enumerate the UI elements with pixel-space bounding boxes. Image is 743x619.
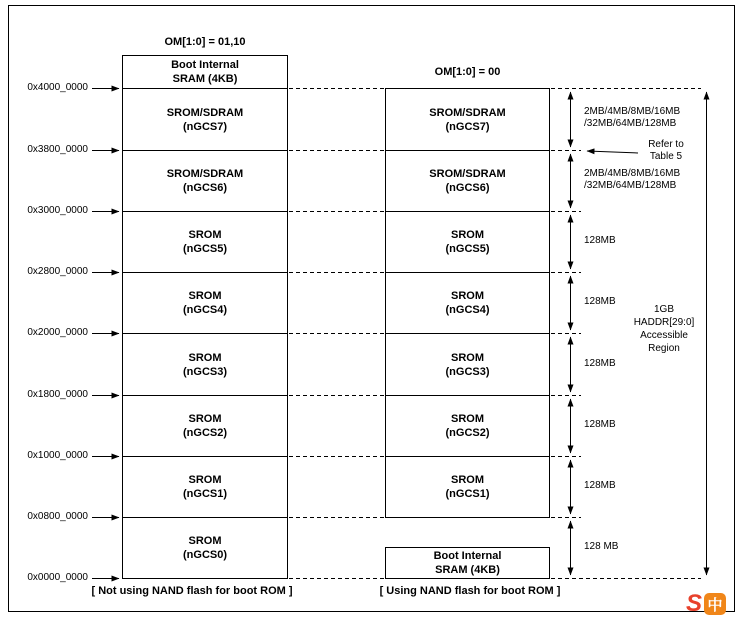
- left-bank-ngcs4: [122, 272, 288, 334]
- address-label: 0x4000_0000: [27, 82, 88, 93]
- bank-label-line: (nGCS7): [183, 120, 227, 133]
- left-bank-ngcs1: [122, 456, 288, 518]
- refer-note-line: Table 5: [649, 151, 683, 162]
- right-bank-ngcs2: [385, 395, 550, 457]
- refer-note: [639, 139, 693, 163]
- address-label: 0x3800_0000: [27, 144, 88, 155]
- refer-note-arrow: [587, 151, 638, 153]
- bank-label-line: (nGCS5): [183, 243, 227, 255]
- bank-label-line: (nGCS2): [183, 427, 227, 439]
- left-om-label: OM[1:0] = 01,10: [164, 36, 246, 48]
- bank-label-line: SRAM (4KB): [435, 564, 500, 576]
- bank-label-line: SROM/SDRAM: [429, 106, 506, 119]
- bank-size-label: [584, 480, 616, 492]
- bank-label-line: (nGCS3): [183, 365, 227, 378]
- right-bank-ngcs6: [385, 150, 550, 212]
- size-line: 128MB: [584, 296, 616, 307]
- left-bank-ngcs2: [122, 395, 288, 457]
- left-bank-ngcs6: [122, 150, 288, 212]
- size-line: /32MB/64MB/128MB: [584, 118, 677, 129]
- address-label: 0x3000_0000: [27, 205, 88, 216]
- address-arrows: [92, 89, 119, 579]
- right-bank-ngcs4: [385, 272, 550, 334]
- size-line: /32MB/64MB/128MB: [584, 180, 677, 191]
- address-label: 0x2800_0000: [27, 266, 88, 277]
- right-bank-ngcs7: [385, 88, 550, 151]
- bank-label-line: SROM/SDRAM: [166, 168, 244, 180]
- bank-label-line: Boot Internal: [171, 59, 239, 71]
- bank-label-line: SROM: [451, 229, 484, 241]
- bank-label-line: (nGCS6): [183, 182, 227, 194]
- refer-note-line: Refer to: [648, 139, 684, 150]
- size-line: 128MB: [584, 235, 616, 246]
- right-bank-ngcs1: [385, 456, 550, 518]
- watermark-logo: [686, 592, 726, 616]
- bank-size-label: [584, 106, 680, 130]
- bank-label-line: SROM: [451, 351, 484, 364]
- bank-label-line: SROM: [451, 474, 484, 486]
- bank-label-line: (nGCS0): [183, 549, 227, 561]
- size-line: 128MB: [584, 480, 616, 491]
- bank-label-line: SROM/SDRAM: [429, 168, 506, 180]
- bank-size-label: [584, 296, 616, 308]
- left-bank-ngcs0: [122, 517, 288, 579]
- bank-label-line: SROM: [188, 535, 222, 547]
- bank-label-line: (nGCS6): [445, 182, 490, 194]
- size-line: 128 MB: [584, 541, 619, 552]
- bank-size-label: [584, 168, 680, 192]
- bank-label-line: (nGCS3): [445, 365, 490, 378]
- bank-label-line: (nGCS4): [183, 304, 227, 316]
- bank-label-line: (nGCS1): [445, 488, 490, 500]
- bank-label-line: SROM: [451, 290, 484, 302]
- right-bank-ngcs5: [385, 211, 550, 273]
- bank-label-line: Boot Internal: [433, 550, 502, 562]
- left-bank-ngcs7: [122, 88, 288, 151]
- right-boot-sram-box: [385, 547, 550, 579]
- bank-size-label: [584, 235, 616, 247]
- right-bank-ngcs3: [385, 333, 550, 396]
- watermark-s-glyph: S: [686, 590, 703, 617]
- size-line: 2MB/4MB/8MB/16MB: [584, 168, 681, 179]
- region-note-line: HADDR[29:0]: [633, 317, 695, 328]
- bank-label-line: (nGCS4): [445, 304, 490, 316]
- size-line: 2MB/4MB/8MB/16MB: [584, 106, 681, 117]
- bank-label-line: SROM: [188, 290, 222, 302]
- address-label: 0x2000_0000: [27, 327, 88, 338]
- bank-label-line: SROM: [188, 229, 222, 241]
- address-label: 0x1000_0000: [27, 450, 88, 461]
- bank-label-line: SROM/SDRAM: [166, 106, 244, 119]
- address-label: 0x0800_0000: [27, 511, 88, 522]
- bank-label-line: (nGCS2): [445, 427, 490, 439]
- size-line: 128MB: [584, 419, 616, 430]
- watermark-bubble-icon: [704, 593, 726, 615]
- bank-label-line: SRAM (4KB): [172, 73, 238, 85]
- bank-size-label: [584, 541, 618, 553]
- left-bank-ngcs5: [122, 211, 288, 273]
- address-label: 0x1800_0000: [27, 389, 88, 400]
- right-caption: [ Using NAND flash for boot ROM ]: [379, 585, 561, 597]
- bank-label-line: (nGCS7): [445, 120, 490, 133]
- bank-label-line: SROM: [188, 474, 222, 486]
- accessible-region-note: [628, 303, 700, 355]
- bank-size-label: [584, 419, 616, 431]
- bank-label-line: SROM: [188, 351, 222, 364]
- right-om-label: OM[1:0] = 00: [434, 66, 501, 78]
- bank-label-line: (nGCS5): [445, 243, 490, 255]
- left-caption: [ Not using NAND flash for boot ROM ]: [91, 585, 293, 597]
- region-note-line: Accessible: [640, 330, 688, 341]
- column-connector-dashes: [289, 89, 384, 579]
- address-label: 0x0000_0000: [27, 572, 88, 583]
- left-boot-sram-box: [122, 55, 288, 89]
- watermark-cn-glyph: 中: [707, 596, 723, 614]
- region-note-line: 1GB: [653, 304, 674, 315]
- left-bank-ngcs3: [122, 333, 288, 396]
- bank-label-line: SROM: [451, 413, 484, 425]
- bank-size-label: [584, 358, 616, 370]
- region-note-line: Region: [648, 343, 680, 354]
- bank-label-line: (nGCS1): [183, 488, 227, 500]
- size-line: 128MB: [584, 358, 616, 369]
- bank-label-line: SROM: [188, 413, 222, 425]
